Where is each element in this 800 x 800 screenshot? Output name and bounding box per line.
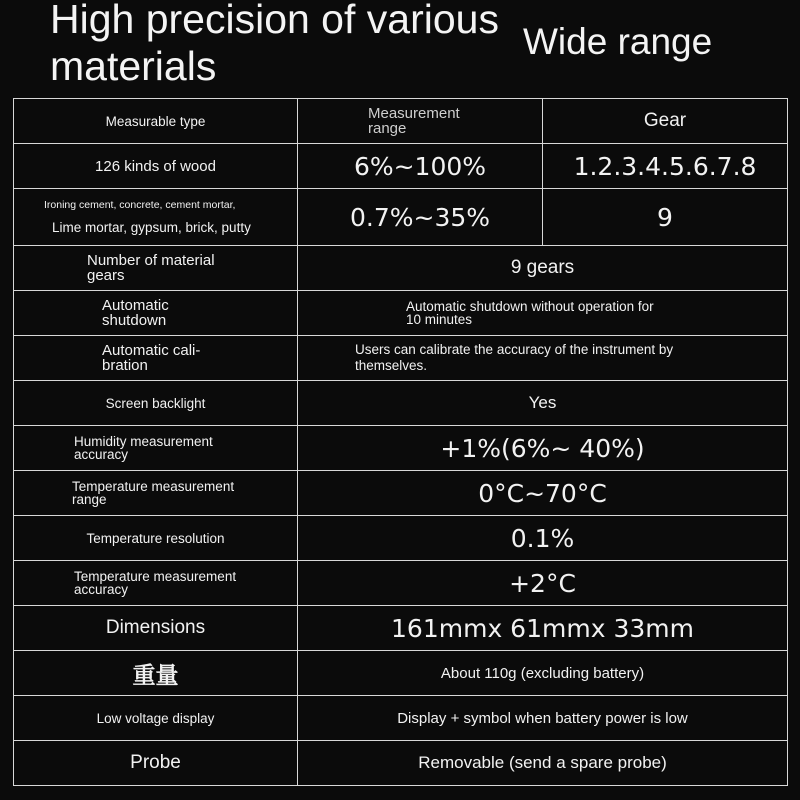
table-row: [14, 651, 788, 696]
page-subtitle: Wide range: [523, 21, 713, 62]
table-row: [14, 189, 788, 246]
row-gears-label-line2: gears: [87, 267, 125, 284]
header-measurable-type: Measurable type: [14, 99, 298, 144]
row-calibration-label: [14, 336, 298, 381]
row-gears-label-line1: Number of material: [87, 252, 215, 269]
row-temp-accuracy-label-line2: accuracy: [74, 582, 129, 597]
row-backlight-value: Yes: [298, 381, 788, 426]
row-humidity-accuracy-value: +1%(6%~ 40%): [298, 426, 788, 471]
row-shutdown-label-line2: shutdown: [102, 312, 167, 329]
table-header-row: [14, 99, 788, 144]
row-cement-gear: 9: [543, 189, 788, 246]
row-calibration-value: [298, 336, 788, 381]
table-row: [14, 516, 788, 561]
table-row: [14, 381, 788, 426]
table-row: [14, 561, 788, 606]
row-humidity-accuracy-label-line2: accuracy: [74, 447, 129, 462]
row-calibration-label-line1: Automatic cali-: [102, 342, 201, 359]
header-measurement-range-line2: range: [368, 120, 407, 137]
header-measurement-range: [298, 99, 543, 144]
row-temp-range-label-line1: Temperature measurement: [72, 479, 235, 494]
spec-table: [13, 98, 788, 786]
row-temp-range-value: 0°C~70°C: [298, 471, 788, 516]
header-measurement-range-line1: Measurement: [368, 105, 460, 122]
page-title-line1: High precision of various: [50, 0, 499, 42]
row-probe-label: Probe: [14, 741, 298, 786]
row-shutdown-value-line2: 10 minutes: [406, 312, 473, 327]
row-temp-accuracy-value: +2°C: [298, 561, 788, 606]
row-shutdown-value: [298, 291, 788, 336]
table-row: [14, 426, 788, 471]
row-temp-resolution-label: Temperature resolution: [14, 516, 298, 561]
row-cement-label-line2: Lime mortar, gypsum, brick, putty: [52, 220, 251, 235]
row-temp-range-label: [14, 471, 298, 516]
row-shutdown-label: [14, 291, 298, 336]
row-temp-resolution-value: 0.1%: [298, 516, 788, 561]
row-dimensions-value: 161mmx 61mmx 33mm: [298, 606, 788, 651]
row-probe-value: Removable (send a spare probe): [298, 741, 788, 786]
row-calibration-value-line1: Users can calibrate the accuracy of the instrument by: [355, 342, 674, 357]
row-gears-label: [14, 246, 298, 291]
row-cement-label: [14, 189, 298, 246]
row-low-voltage-value: Display + symbol when battery power is low: [298, 696, 788, 741]
header-gear: Gear: [543, 99, 788, 144]
row-weight-label: 重量: [14, 651, 298, 696]
row-dimensions-label: Dimensions: [14, 606, 298, 651]
table-row: [14, 336, 788, 381]
table-row: [14, 471, 788, 516]
row-wood-label: 126 kinds of wood: [14, 144, 298, 189]
row-wood-range: 6%~100%: [298, 144, 543, 189]
table-row: [14, 291, 788, 336]
page-title: [50, 0, 499, 90]
row-temp-range-label-line2: range: [72, 492, 107, 507]
table-row: [14, 741, 788, 786]
row-humidity-accuracy-label: [14, 426, 298, 471]
row-calibration-label-line2: bration: [102, 357, 148, 374]
row-weight-value: About 110g (excluding battery): [298, 651, 788, 696]
row-low-voltage-label: Low voltage display: [14, 696, 298, 741]
table-row: [14, 696, 788, 741]
table-row: [14, 606, 788, 651]
row-cement-label-line1: Ironing cement, concrete, cement mortar,: [44, 199, 236, 211]
row-calibration-value-line2: themselves.: [355, 358, 428, 373]
table-row: [14, 144, 788, 189]
row-temp-accuracy-label: [14, 561, 298, 606]
row-shutdown-value-line1: Automatic shutdown without operation for: [406, 299, 654, 314]
page-title-line2: materials: [50, 43, 217, 89]
row-gears-value: 9 gears: [298, 246, 788, 291]
row-wood-gear: 1.2.3.4.5.6.7.8: [543, 144, 788, 189]
row-backlight-label: Screen backlight: [14, 381, 298, 426]
row-shutdown-label-line1: Automatic: [102, 297, 169, 314]
row-temp-accuracy-label-line1: Temperature measurement: [74, 569, 237, 584]
row-humidity-accuracy-label-line1: Humidity measurement: [74, 434, 213, 449]
row-cement-range: 0.7%~35%: [298, 189, 543, 246]
table-row: [14, 246, 788, 291]
